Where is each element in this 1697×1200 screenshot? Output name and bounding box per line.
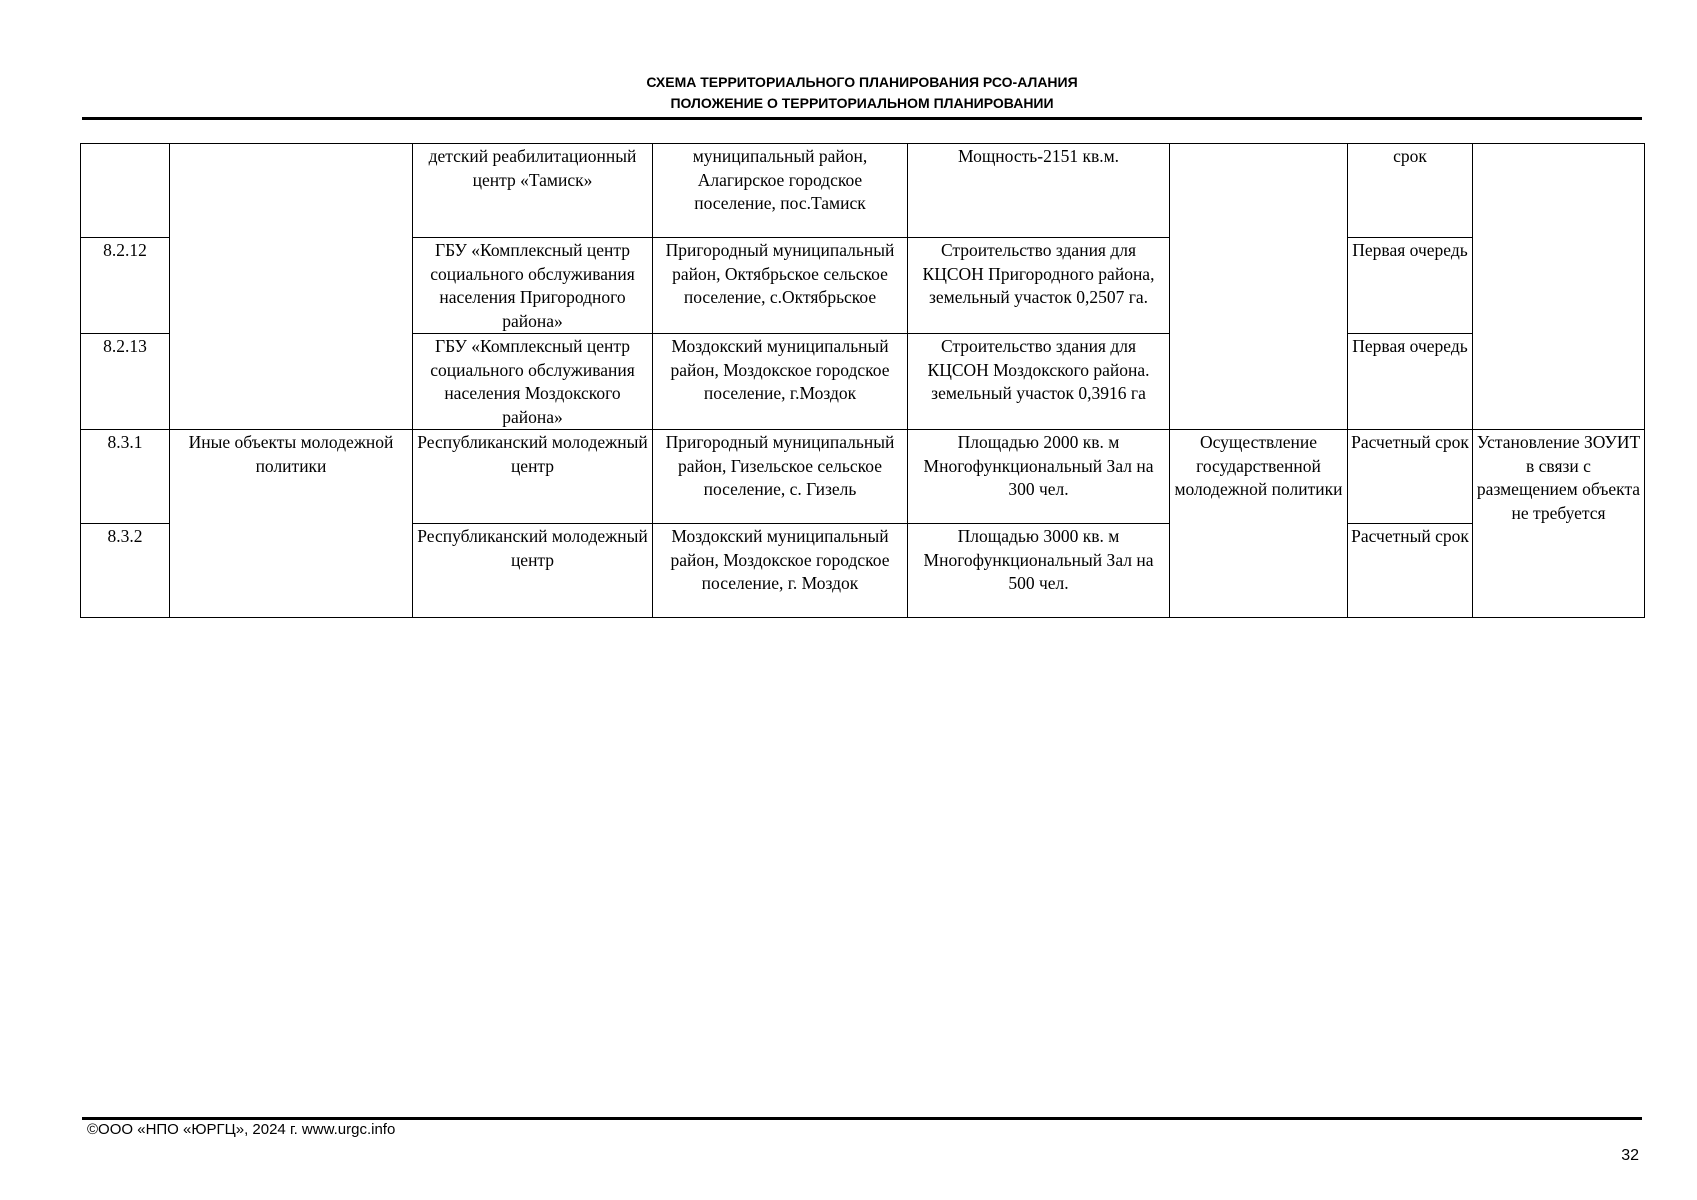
cell-location: муниципальный район, Алагирское городское поселение, пос.Тамиск (653, 144, 908, 238)
table-row (81, 144, 1645, 238)
cell-characteristics: Площадью 2000 кв. м Многофункциональный Зал на 300 чел. (908, 430, 1170, 524)
cell-location: Моздокский муниципальный район, Моздокское городское поселение, г.Моздок (653, 334, 908, 430)
page-number: 32 (1621, 1147, 1639, 1164)
cell-location: Моздокский муниципальный район, Моздокское городское поселение, г. Моздок (653, 524, 908, 618)
cell-num: 8.3.1 (81, 430, 170, 524)
cell-object: Республиканский молодежный центр (413, 430, 653, 524)
cell-object: ГБУ «Комплексный центр социального обслуживания населения Моздокского района» (413, 334, 653, 430)
cell-term: Первая очередь (1348, 334, 1473, 430)
document-header (82, 72, 1642, 114)
cell-term: срок (1348, 144, 1473, 238)
cell-category (170, 144, 413, 430)
footer-copyright: ©ООО «НПО «ЮРГЦ», 2024 г. www.urgc.info (87, 1121, 396, 1138)
cell-location: Пригородный муниципальный район, Гизельское сельское поселение, с. Гизель (653, 430, 908, 524)
cell-object: детский реабилитационный центр «Тамиск» (413, 144, 653, 238)
cell-num (81, 144, 170, 238)
header-title-line2: ПОЛОЖЕНИЕ О ТЕРРИТОРИАЛЬНОМ ПЛАНИРОВАНИИ (670, 95, 1054, 111)
cell-category: Иные объекты молодежной политики (170, 430, 413, 618)
cell-object: ГБУ «Комплексный центр социального обслуживания населения Пригородного района» (413, 238, 653, 334)
cell-purpose (1170, 144, 1348, 430)
cell-characteristics: Строительство здания для КЦСОН Пригородного района, земельный участок 0,2507 га. (908, 238, 1170, 334)
cell-zone: Установление ЗОУИТ в связи с размещением объекта не требуется (1473, 430, 1645, 618)
cell-location: Пригородный муниципальный район, Октябрьское сельское поселение, с.Октябрьское (653, 238, 908, 334)
cell-num: 8.3.2 (81, 524, 170, 618)
header-title-line1: СХЕМА ТЕРРИТОРИАЛЬНОГО ПЛАНИРОВАНИЯ РСО-АЛАНИЯ (646, 74, 1078, 90)
cell-purpose: Осуществление государственной молодежной политики (1170, 430, 1348, 618)
cell-characteristics: Мощность-2151 кв.м. (908, 144, 1170, 238)
cell-characteristics: Площадью 3000 кв. м Многофункциональный Зал на 500 чел. (908, 524, 1170, 618)
objects-table (80, 143, 1645, 618)
cell-zone (1473, 144, 1645, 430)
cell-term: Расчетный срок (1348, 430, 1473, 524)
cell-object: Республиканский молодежный центр (413, 524, 653, 618)
table-row (81, 430, 1645, 524)
cell-num: 8.2.12 (81, 238, 170, 334)
cell-term: Расчетный срок (1348, 524, 1473, 618)
header-divider (82, 117, 1642, 120)
cell-term: Первая очередь (1348, 238, 1473, 334)
cell-num: 8.2.13 (81, 334, 170, 430)
cell-characteristics: Строительство здания для КЦСОН Моздокского района. земельный участок 0,3916 га (908, 334, 1170, 430)
